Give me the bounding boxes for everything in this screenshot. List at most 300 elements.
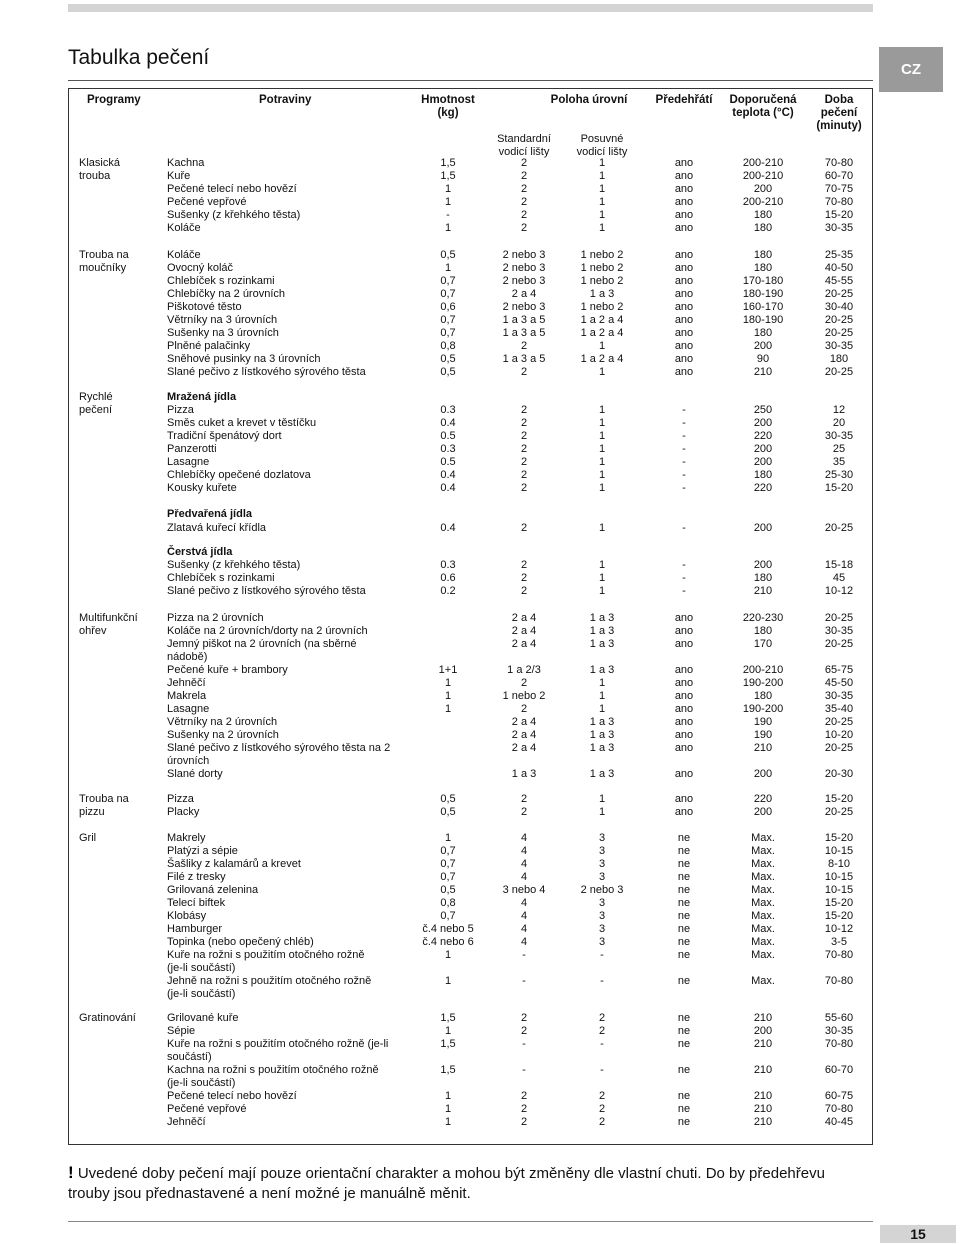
cell-sliding-rack: 1 [598, 456, 606, 468]
cell-time: 60-70 [824, 170, 854, 182]
cell-time: 70-80 [824, 975, 854, 987]
table-row [69, 845, 874, 858]
cell-temp: 180 [753, 625, 773, 637]
cell-time: 45-50 [824, 677, 854, 689]
cell-food: Slané pečivo z lístkového sýrového těsta na 2 [167, 742, 391, 754]
cell-time: 30-35 [824, 690, 854, 702]
cell-std-rack: 4 [520, 936, 528, 948]
cell-time: 70-80 [824, 949, 854, 961]
table-row [69, 677, 874, 690]
cell-preheat: ano [674, 677, 694, 689]
cell-sliding-rack: 1 [598, 157, 606, 169]
cell-mass: 0,5 [440, 366, 456, 378]
cell-mass: 0.2 [440, 585, 456, 597]
cell-temp: 210 [753, 1012, 773, 1024]
cell-food: Kachna na rožni s použitím otočného rožně [167, 1064, 379, 1076]
cell-mass: 0,7 [440, 314, 456, 326]
cell-time: 20-25 [824, 612, 854, 624]
cell-mass: 0.5 [440, 456, 456, 468]
table-row [69, 327, 874, 340]
cell-std-rack: 2 [520, 585, 528, 597]
cell-food: Slané pečivo z lístkového sýrového těsta [167, 366, 366, 378]
table-row [69, 183, 874, 196]
cell-sliding-rack: 1 a 3 [589, 612, 615, 624]
cell-temp: 180 [753, 209, 773, 221]
cell-food: Ovocný koláč [167, 262, 234, 274]
cell-food: Chlebíčky na 2 úrovních [167, 288, 286, 300]
cell-preheat: ano [674, 222, 694, 234]
cell-sliding-rack: 1 a 2 a 4 [580, 327, 624, 339]
cell-preheat: ano [674, 664, 694, 676]
cell-food: součástí) [167, 1051, 212, 1063]
table-row [69, 690, 874, 703]
cell-sliding-rack: 1 [598, 196, 606, 208]
cell-preheat: ano [674, 729, 694, 741]
cell-sliding-rack: 1 [598, 183, 606, 195]
table-row [69, 988, 874, 1001]
cell-food: Filé z tresky [167, 871, 226, 883]
table-row [69, 871, 874, 884]
header-hmotnost-unit: (kg) [437, 107, 459, 119]
cell-preheat: ne [677, 936, 691, 948]
cell-time: 15-20 [824, 482, 854, 494]
cell-time: 15-20 [824, 910, 854, 922]
cell-preheat: ne [677, 910, 691, 922]
program-name: Klasická [79, 157, 120, 169]
cell-preheat: ne [677, 975, 691, 987]
cell-std-rack: 2 a 4 [511, 625, 537, 637]
cell-mass: 0.6 [440, 572, 456, 584]
cell-food: Sépie [167, 1025, 196, 1037]
cell-food: Pečené telecí nebo hovězí [167, 183, 297, 195]
cell-sliding-rack: 1 a 3 [589, 625, 615, 637]
cell-food: Placky [167, 806, 200, 818]
cell-sliding-rack: 1 [598, 443, 606, 455]
cell-preheat: ano [674, 768, 694, 780]
cell-food: Grilovaná zelenina [167, 884, 259, 896]
cell-temp: 210 [753, 585, 773, 597]
cell-sliding-rack: - [600, 949, 604, 961]
cell-mass: 1 [444, 222, 452, 234]
cell-mass: č.4 nebo 5 [422, 923, 474, 935]
footnote [68, 1163, 868, 1204]
cell-mass: 0.3 [440, 443, 456, 455]
cell-std-rack: 1 a 2/3 [507, 664, 541, 676]
cell-temp: Max. [751, 897, 775, 909]
cell-food: Kuře [167, 170, 191, 182]
cell-sliding-rack: 1 a 2 a 4 [580, 314, 624, 326]
cell-mass: 1 [444, 690, 452, 702]
cell-time: 10-15 [824, 845, 854, 857]
cell-time: 25 [832, 443, 846, 455]
cell-std-rack: 2 [520, 793, 528, 805]
cell-std-rack: - [522, 975, 526, 987]
program-name: trouba [79, 170, 111, 182]
cell-preheat: ne [677, 845, 691, 857]
cell-food: Kousky kuřete [167, 482, 237, 494]
cell-food: Jemný piškot na 2 úrovních (na sběrné [167, 638, 357, 650]
cell-mass: 1 [444, 196, 452, 208]
table-row [69, 703, 874, 716]
cell-time: 30-40 [824, 301, 854, 313]
cell-sliding-rack: 1 [598, 585, 606, 597]
cell-food: Sněhové pusinky na 3 úrovních [167, 353, 321, 365]
cell-std-rack: 2 [520, 170, 528, 182]
cell-time: 10-12 [824, 585, 854, 597]
cell-temp: 200 [753, 559, 773, 571]
cell-sliding-rack: 1 [598, 559, 606, 571]
cell-temp: 200 [753, 456, 773, 468]
cell-preheat: - [682, 430, 686, 442]
cell-food: (je-li součástí) [167, 1077, 236, 1089]
cell-sliding-rack: 1 a 3 [589, 768, 615, 780]
cell-time: 20-25 [824, 716, 854, 728]
cell-sliding-rack: 1 nebo 2 [580, 301, 624, 313]
cell-time: 20-25 [824, 638, 854, 650]
cell-preheat: ano [674, 340, 694, 352]
cell-preheat: - [682, 443, 686, 455]
cell-sliding-rack: 1 [598, 209, 606, 221]
program-name: Trouba na [79, 793, 129, 805]
cell-preheat: ano [674, 327, 694, 339]
cell-mass: 0.4 [440, 469, 456, 481]
cell-temp: 210 [753, 1103, 773, 1115]
table-row [69, 196, 874, 209]
cell-sliding-rack: 1 [598, 404, 606, 416]
cell-food: Lasagne [167, 456, 210, 468]
cell-mass: 1 [444, 949, 452, 961]
cell-preheat: ano [674, 366, 694, 378]
header-potraviny: Potraviny [259, 94, 312, 106]
cell-food: Plněné palačinky [167, 340, 251, 352]
table-row [69, 1025, 874, 1038]
cell-std-rack: 1 a 3 a 5 [502, 314, 546, 326]
cell-food: Tradiční špenátový dort [167, 430, 282, 442]
header-teplota: teplota (°C) [732, 107, 794, 119]
cell-time: 12 [832, 404, 846, 416]
cell-std-rack: 2 nebo 3 [502, 262, 546, 274]
cell-temp: 90 [756, 353, 770, 365]
cell-std-rack: 2 [520, 559, 528, 571]
table-row [69, 962, 874, 975]
cell-std-rack: 2 [520, 482, 528, 494]
cell-temp: 180 [753, 262, 773, 274]
cell-temp: Max. [751, 845, 775, 857]
cell-temp: 190 [753, 729, 773, 741]
cell-std-rack: 2 [520, 806, 528, 818]
cell-food: Kuře na rožni s použitím otočného rožně (je-li [167, 1038, 389, 1050]
cell-food: Větrníky na 2 úrovních [167, 716, 278, 728]
cell-std-rack: 2 [520, 340, 528, 352]
cell-time: 55-60 [824, 1012, 854, 1024]
cell-sliding-rack: 1 a 3 [589, 288, 615, 300]
cell-food: Makrela [167, 690, 207, 702]
cell-sliding-rack: 1 [598, 677, 606, 689]
subheader-standardni-2: vodicí lišty [498, 146, 550, 158]
table-row [69, 1116, 874, 1129]
table-row [69, 806, 874, 819]
cell-food: Panzerotti [167, 443, 217, 455]
cell-mass: 0.4 [440, 417, 456, 429]
cell-temp: Max. [751, 936, 775, 948]
cell-temp: 170 [753, 638, 773, 650]
program-name: ohřev [79, 625, 107, 637]
cell-food: (je-li součástí) [167, 988, 236, 1000]
cell-food: úrovních [167, 755, 210, 767]
cell-temp: 210 [753, 742, 773, 754]
cell-mass: 0,8 [440, 897, 456, 909]
cell-mass: 0,7 [440, 275, 456, 287]
cell-mass: 1 [444, 1090, 452, 1102]
cell-std-rack: 2 [520, 157, 528, 169]
cell-preheat: ne [677, 1103, 691, 1115]
cell-preheat: - [682, 572, 686, 584]
cell-preheat: ne [677, 1064, 691, 1076]
cell-food: Sušenky (z křehkého těsta) [167, 559, 301, 571]
header-doba: Doba [824, 94, 854, 106]
table-row [69, 262, 874, 275]
cell-std-rack: 2 [520, 417, 528, 429]
cell-time: 25-35 [824, 249, 854, 261]
cell-food: Klobásy [167, 910, 207, 922]
cell-mass: 0,5 [440, 884, 456, 896]
cell-sliding-rack: 3 [598, 871, 606, 883]
cell-mass: 0,7 [440, 858, 456, 870]
cell-time: 70-80 [824, 157, 854, 169]
cell-sliding-rack: 3 [598, 936, 606, 948]
cell-mass: - [446, 209, 450, 221]
cell-mass: 0,5 [440, 249, 456, 261]
cell-preheat: ne [677, 1012, 691, 1024]
cell-sliding-rack: 3 [598, 897, 606, 909]
table-row [69, 832, 874, 845]
cell-std-rack: 2 [520, 1025, 528, 1037]
cell-food: Makrely [167, 832, 206, 844]
cell-temp: 250 [753, 404, 773, 416]
cell-sliding-rack: - [600, 1064, 604, 1076]
subheader-posuvne: Posuvné [580, 133, 624, 145]
table-row [69, 716, 874, 729]
cell-std-rack: 2 a 4 [511, 612, 537, 624]
cell-preheat: ano [674, 288, 694, 300]
cell-std-rack: 4 [520, 858, 528, 870]
table-row [69, 1038, 874, 1051]
table-row [69, 288, 874, 301]
cell-temp: 200 [753, 340, 773, 352]
cell-mass: 0.5 [440, 430, 456, 442]
program-name: Gratinování [79, 1012, 136, 1024]
cell-food: Koláče na 2 úrovních/dorty na 2 úrovních [167, 625, 368, 637]
cell-temp: 180 [753, 469, 773, 481]
header-minuty: (minuty) [816, 120, 862, 132]
cell-time: 8-10 [827, 858, 851, 870]
cell-temp: 200 [753, 417, 773, 429]
cell-sliding-rack: 1 [598, 703, 606, 715]
cell-sliding-rack: 1 [598, 482, 606, 494]
cell-std-rack: - [522, 1038, 526, 1050]
cell-time: 30-35 [824, 625, 854, 637]
cell-std-rack: 1 a 3 [511, 768, 537, 780]
cell-preheat: ano [674, 157, 694, 169]
cell-preheat: ne [677, 871, 691, 883]
cell-preheat: - [682, 585, 686, 597]
subsection-heading: Předvařená jídla [167, 508, 252, 520]
baking-table [68, 88, 873, 1145]
cell-food: Lasagne [167, 703, 210, 715]
cell-preheat: ano [674, 793, 694, 805]
cell-sliding-rack: 2 [598, 1090, 606, 1102]
cell-sliding-rack: - [600, 975, 604, 987]
cell-temp: 160-170 [742, 301, 784, 313]
cell-temp: 200-210 [742, 664, 784, 676]
cell-food: Šašliky z kalamárů a krevet [167, 858, 301, 870]
cell-sliding-rack: 1 a 3 [589, 638, 615, 650]
cell-time: 3-5 [831, 936, 847, 948]
program-name: Gril [79, 832, 97, 844]
cell-sliding-rack: 2 [598, 1012, 606, 1024]
top-bar [68, 4, 873, 12]
cell-time: 35 [832, 456, 846, 468]
cell-food: Pečené kuře + brambory [167, 664, 288, 676]
cell-mass: 0,6 [440, 301, 456, 313]
cell-std-rack: 1 a 3 a 5 [502, 353, 546, 365]
cell-preheat: ano [674, 625, 694, 637]
cell-sliding-rack: 1 [598, 793, 606, 805]
table-row [69, 884, 874, 897]
cell-sliding-rack: 1 [598, 417, 606, 429]
cell-sliding-rack: 2 nebo 3 [580, 884, 624, 896]
cell-std-rack: 2 nebo 3 [502, 301, 546, 313]
cell-temp: 220 [753, 793, 773, 805]
cell-time: 40-50 [824, 262, 854, 274]
table-row [69, 366, 874, 379]
subheader-standardni: Standardní [497, 133, 551, 145]
cell-preheat: ano [674, 183, 694, 195]
cell-time: 70-80 [824, 1103, 854, 1115]
cell-mass: 0.4 [440, 522, 456, 534]
cell-food: Sušenky na 2 úrovních [167, 729, 279, 741]
cell-std-rack: 2 [520, 366, 528, 378]
cell-mass: 0,8 [440, 340, 456, 352]
cell-temp: Max. [751, 923, 775, 935]
cell-food: Pečené vepřové [167, 196, 247, 208]
subsection-heading: Čerstvá jídla [167, 546, 233, 558]
cell-std-rack: 2 a 4 [511, 742, 537, 754]
cell-std-rack: 2 a 4 [511, 729, 537, 741]
cell-preheat: ne [677, 897, 691, 909]
cell-food: Topinka (nebo opečený chléb) [167, 936, 314, 948]
cell-food: Jehněčí [167, 677, 206, 689]
cell-time: 45-55 [824, 275, 854, 287]
cell-time: 10-15 [824, 871, 854, 883]
table-row [69, 729, 874, 742]
cell-mass: 0,7 [440, 871, 456, 883]
cell-mass: 1 [444, 975, 452, 987]
cell-temp: 180 [753, 572, 773, 584]
cell-sliding-rack: 1 a 3 [589, 664, 615, 676]
cell-temp: 210 [753, 366, 773, 378]
cell-temp: 200-210 [742, 157, 784, 169]
header-programy: Programy [87, 94, 141, 106]
cell-temp: 220 [753, 430, 773, 442]
cell-sliding-rack: 1 nebo 2 [580, 275, 624, 287]
cell-time: 20-25 [824, 806, 854, 818]
cell-temp: 200 [753, 1025, 773, 1037]
cell-std-rack: 4 [520, 910, 528, 922]
table-row [69, 768, 874, 781]
cell-preheat: - [682, 404, 686, 416]
cell-temp: 190-200 [742, 677, 784, 689]
cell-time: 180 [829, 353, 849, 365]
cell-mass: 1 [444, 703, 452, 715]
cell-sliding-rack: 1 [598, 430, 606, 442]
page-title: Tabulka pečení [68, 46, 210, 69]
cell-preheat: ano [674, 196, 694, 208]
cell-std-rack: 1 nebo 2 [502, 690, 546, 702]
cell-food: Pizza [167, 404, 194, 416]
cell-temp: 210 [753, 1090, 773, 1102]
cell-preheat: ano [674, 275, 694, 287]
cell-preheat: ano [674, 638, 694, 650]
program-name: pizzu [79, 806, 105, 818]
cell-sliding-rack: 1 a 2 a 4 [580, 353, 624, 365]
cell-mass: č.4 nebo 6 [422, 936, 474, 948]
cell-temp: Max. [751, 871, 775, 883]
cell-temp: 200 [753, 443, 773, 455]
cell-food: Slané dorty [167, 768, 223, 780]
subheader-posuvne-2: vodicí lišty [576, 146, 628, 158]
cell-std-rack: 2 [520, 1090, 528, 1102]
table-row [69, 1090, 874, 1103]
cell-temp: 200 [753, 768, 773, 780]
cell-time: 60-75 [824, 1090, 854, 1102]
cell-food: Zlatavá kuřecí křídla [167, 522, 267, 534]
cell-mass: 1 [444, 677, 452, 689]
cell-food: Kachna [167, 157, 205, 169]
cell-std-rack: 2 [520, 443, 528, 455]
table-row [69, 975, 874, 988]
cell-sliding-rack: 1 nebo 2 [580, 249, 624, 261]
cell-food: Jehně na rožni s použitím otočného rožně [167, 975, 372, 987]
table-row [69, 249, 874, 262]
cell-sliding-rack: 1 [598, 340, 606, 352]
program-name: Rychlé [79, 391, 113, 403]
table-row [69, 404, 874, 417]
cell-mass: 0.3 [440, 404, 456, 416]
cell-preheat: ne [677, 1025, 691, 1037]
cell-sliding-rack: 3 [598, 910, 606, 922]
cell-food: Hamburger [167, 923, 223, 935]
cell-std-rack: 2 [520, 222, 528, 234]
table-row [69, 1051, 874, 1064]
table-row [69, 910, 874, 923]
cell-time: 15-20 [824, 897, 854, 909]
cell-preheat: - [682, 482, 686, 494]
cell-preheat: ano [674, 716, 694, 728]
cell-time: 10-15 [824, 884, 854, 896]
cell-temp: 220-230 [742, 612, 784, 624]
cell-time: 30-35 [824, 222, 854, 234]
cell-time: 20-25 [824, 366, 854, 378]
cell-time: 20-25 [824, 288, 854, 300]
cell-sliding-rack: 1 a 3 [589, 729, 615, 741]
cell-std-rack: - [522, 1064, 526, 1076]
cell-preheat: - [682, 559, 686, 571]
cell-time: 30-35 [824, 430, 854, 442]
program-name: Trouba na [79, 249, 129, 261]
cell-time: 70-80 [824, 196, 854, 208]
cell-mass: 0,7 [440, 845, 456, 857]
